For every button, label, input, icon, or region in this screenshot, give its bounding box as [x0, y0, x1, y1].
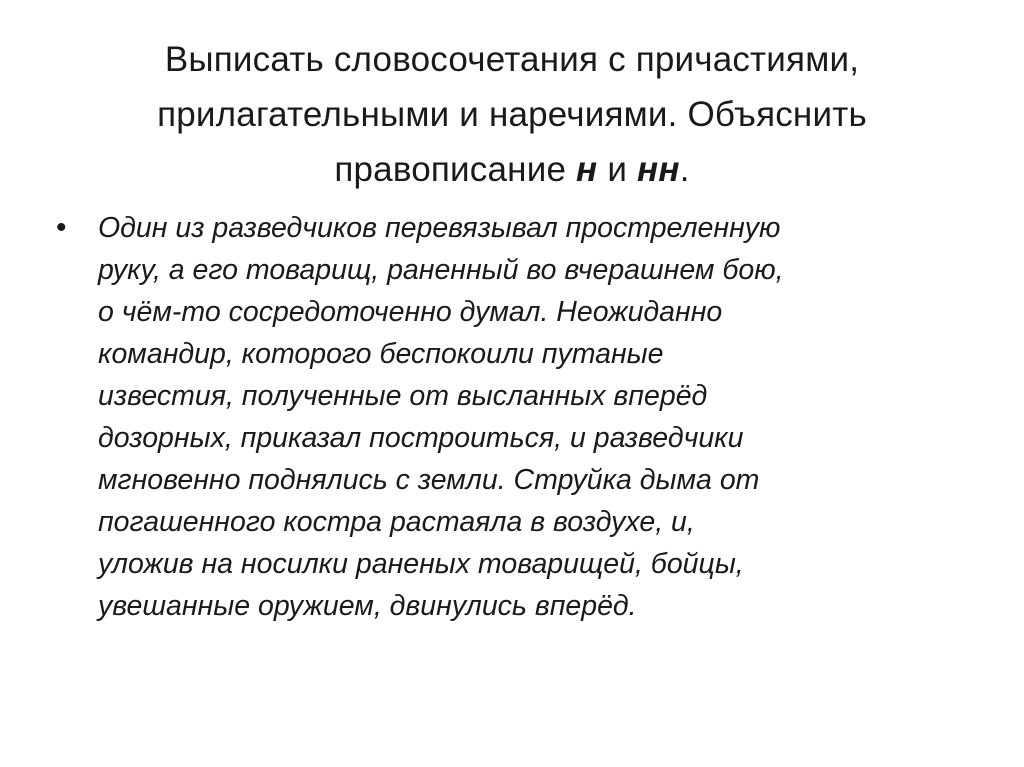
bullet-icon: •: [56, 211, 67, 244]
title-line-3-prefix: правописание: [334, 150, 577, 189]
bullet-line-5: известия, полученные от высланных вперёд: [98, 380, 708, 412]
title-period: .: [679, 150, 690, 189]
bullet-text: [98, 207, 972, 627]
bullet-line-10: увешанные оружием, двинулись вперёд.: [98, 590, 637, 622]
title-line-2: прилагательными и наречиями. Объяснить: [157, 95, 867, 134]
title-emph-n: н: [576, 150, 598, 189]
bullet-line-8: погашенного костра растаяла в воздухе, и,: [98, 506, 695, 538]
bullet-line-6: дозорных, приказал построиться, и разведчики: [98, 422, 744, 454]
title-emph-nn: нн: [637, 150, 680, 189]
bullet-line-3: о чём-то сосредоточенно думал. Неожиданно: [98, 296, 723, 328]
slide-body: [52, 207, 972, 627]
bullet-line-4: командир, которого беспокоили путаные: [98, 338, 664, 370]
bullet-line-2: руку, а его товарищ, раненный во вчерашнем бою,: [98, 254, 784, 286]
bullet-line-1: Один из разведчиков перевязывал простреленную: [98, 212, 781, 244]
title-line-3: [60, 142, 964, 197]
title-line-1: Выписать словосочетания с причастиями,: [164, 40, 860, 79]
slide-title: [60, 32, 964, 197]
title-conjunction: и: [597, 150, 637, 189]
bullet-line-9: уложив на носилки раненых товарищей, бойцы,: [98, 548, 744, 580]
bullet-line-7: мгновенно поднялись с земли. Струйка дыма от: [98, 464, 760, 496]
bullet-item: [52, 207, 972, 627]
